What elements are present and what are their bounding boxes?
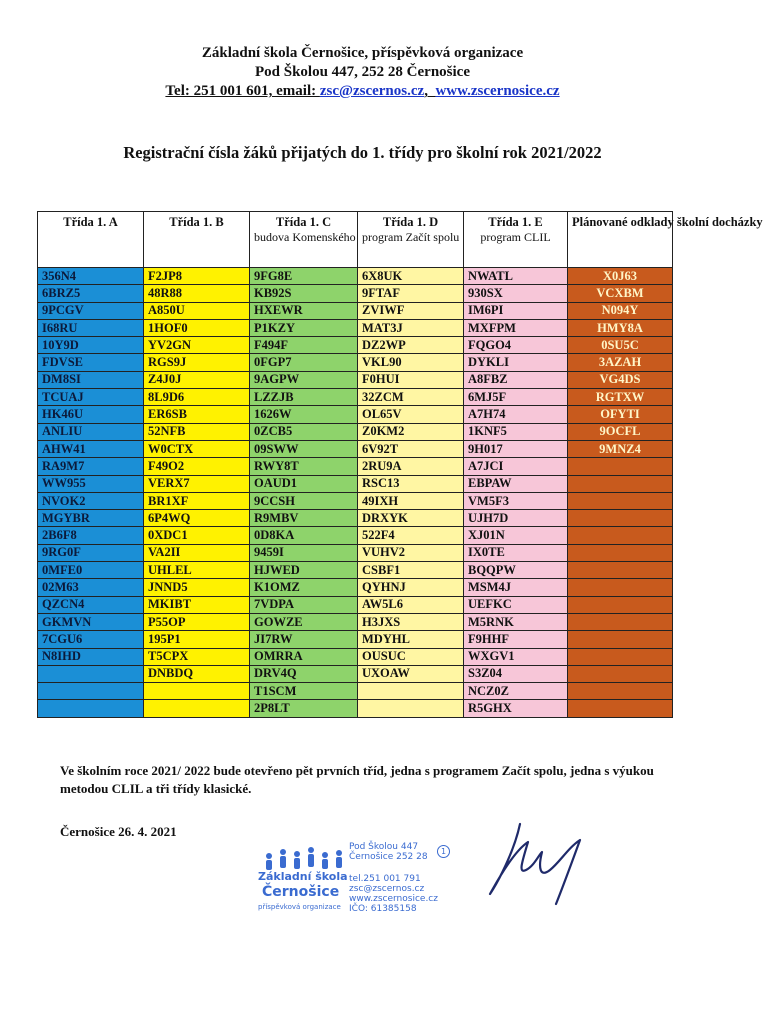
table-cell: I68RU xyxy=(38,319,144,336)
table-cell xyxy=(568,492,673,509)
table-cell xyxy=(568,579,673,596)
table-cell: 2P8LT xyxy=(250,700,358,717)
table-cell: DYKLI xyxy=(464,354,568,371)
table-cell xyxy=(144,683,250,700)
table-cell: A8FBZ xyxy=(464,371,568,388)
table-cell: FQGO4 xyxy=(464,337,568,354)
table-cell: RGTXW xyxy=(568,389,673,406)
table-cell: 1HOF0 xyxy=(144,319,250,336)
table-cell: 522F4 xyxy=(358,527,464,544)
table-row xyxy=(38,510,673,527)
table-row xyxy=(38,683,673,700)
table-cell: 9459I xyxy=(250,544,358,561)
table-cell: A7H74 xyxy=(464,406,568,423)
table-row xyxy=(38,665,673,682)
table-cell xyxy=(144,700,250,717)
column-header-5 xyxy=(464,212,568,268)
table-cell: RSC13 xyxy=(358,475,464,492)
table-row xyxy=(38,527,673,544)
table-cell: 6MJ5F xyxy=(464,389,568,406)
table-cell: 02M63 xyxy=(38,579,144,596)
table-cell xyxy=(38,683,144,700)
table-cell: 7CGU6 xyxy=(38,631,144,648)
table-cell: S3Z04 xyxy=(464,665,568,682)
table-cell: 10Y9D xyxy=(38,337,144,354)
table-cell xyxy=(568,683,673,700)
table-row xyxy=(38,268,673,285)
table-cell: R9MBV xyxy=(250,510,358,527)
table-cell: HK46U xyxy=(38,406,144,423)
letterhead xyxy=(0,44,725,101)
table-cell: 32ZCM xyxy=(358,389,464,406)
table-cell: ER6SB xyxy=(144,406,250,423)
table-cell: 9FG8E xyxy=(250,268,358,285)
table-row xyxy=(38,475,673,492)
table-cell: 356N4 xyxy=(38,268,144,285)
table-cell: JI7RW xyxy=(250,631,358,648)
table-cell: 6BRZ5 xyxy=(38,285,144,302)
table-cell: ZVIWF xyxy=(358,302,464,319)
table-cell: P55OP xyxy=(144,613,250,630)
table-cell: 9H017 xyxy=(464,440,568,457)
contact-prefix: Tel: 251 001 601, email: xyxy=(165,83,320,99)
table-cell: IM6PI xyxy=(464,302,568,319)
table-row xyxy=(38,302,673,319)
table-cell: MKIBT xyxy=(144,596,250,613)
table-cell: UEFKC xyxy=(464,596,568,613)
table-cell: UJH7D xyxy=(464,510,568,527)
table-cell: UHLEL xyxy=(144,562,250,579)
column-header-subtitle: program CLIL xyxy=(480,230,551,244)
table-cell: MDYHL xyxy=(358,631,464,648)
table-cell: RWY8T xyxy=(250,458,358,475)
table-cell: 8L9D6 xyxy=(144,389,250,406)
stamp-ico: IČO: 61385158 xyxy=(349,904,417,914)
column-header-4 xyxy=(358,212,464,268)
document-title: Registrační čísla žáků přijatých do 1. třídy pro školní rok 2021/2022 xyxy=(123,143,602,162)
table-cell: 0SU5C xyxy=(568,337,673,354)
table-cell: JNND5 xyxy=(144,579,250,596)
stamp-tel: tel.251 001 791 xyxy=(349,874,421,884)
table-cell: NVOK2 xyxy=(38,492,144,509)
web-link[interactable]: www.zscernosice.cz xyxy=(435,83,560,99)
table-cell: OUSUC xyxy=(358,648,464,665)
table-cell: MXFPM xyxy=(464,319,568,336)
table-cell: WW955 xyxy=(38,475,144,492)
table-cell: 7VDPA xyxy=(250,596,358,613)
table-cell: P1KZY xyxy=(250,319,358,336)
table-cell: 49IXH xyxy=(358,492,464,509)
table-cell: 9MNZ4 xyxy=(568,440,673,457)
column-header-title: Třída 1. A xyxy=(63,215,118,229)
table-cell: VERX7 xyxy=(144,475,250,492)
table-cell: T1SCM xyxy=(250,683,358,700)
table-row xyxy=(38,354,673,371)
table-cell: 195P1 xyxy=(144,631,250,648)
table-cell: 1KNF5 xyxy=(464,423,568,440)
table-cell: DRXYK xyxy=(358,510,464,527)
table-cell: VCXBM xyxy=(568,285,673,302)
table-row xyxy=(38,700,673,717)
table-cell: AW5L6 xyxy=(358,596,464,613)
table-cell: HXEWR xyxy=(250,302,358,319)
table-cell: A850U xyxy=(144,302,250,319)
table-cell: DRV4Q xyxy=(250,665,358,682)
table-cell: KB92S xyxy=(250,285,358,302)
table-cell: F49O2 xyxy=(144,458,250,475)
table-cell: Z4J0J xyxy=(144,371,250,388)
table-cell: VA2II xyxy=(144,544,250,561)
table-cell: 2RU9A xyxy=(358,458,464,475)
table-row xyxy=(38,631,673,648)
column-header-3 xyxy=(250,212,358,268)
table-cell: 2B6F8 xyxy=(38,527,144,544)
table-cell: 6X8UK xyxy=(358,268,464,285)
table-cell: 0FGP7 xyxy=(250,354,358,371)
table-cell: MGYBR xyxy=(38,510,144,527)
table-cell: N8IHD xyxy=(38,648,144,665)
table-cell: BR1XF xyxy=(144,492,250,509)
table-row xyxy=(38,596,673,613)
column-header-title: Třída 1. D xyxy=(382,215,439,229)
column-header-1 xyxy=(38,212,144,268)
column-header-6 xyxy=(568,212,763,268)
table-cell: QZCN4 xyxy=(38,596,144,613)
school-name: Základní škola Černošice, příspěvková organizace xyxy=(201,45,524,61)
table-cell xyxy=(568,562,673,579)
table-cell: 52NFB xyxy=(144,423,250,440)
table-row xyxy=(38,389,673,406)
table-cell xyxy=(568,510,673,527)
column-header-subtitle: budova Komenského xyxy=(254,230,356,244)
table-cell: LZZJB xyxy=(250,389,358,406)
table-cell: 6V92T xyxy=(358,440,464,457)
table-cell: 9RG0F xyxy=(38,544,144,561)
table-row xyxy=(38,423,673,440)
table-row xyxy=(38,319,673,336)
table-header-row xyxy=(38,212,673,268)
registration-table xyxy=(37,211,763,718)
table-cell: EBPAW xyxy=(464,475,568,492)
table-cell: RA9M7 xyxy=(38,458,144,475)
table-cell: 1626W xyxy=(250,406,358,423)
table-cell: BQQPW xyxy=(464,562,568,579)
table-cell: MSM4J xyxy=(464,579,568,596)
stamp-web: www.zscernosice.cz xyxy=(349,894,438,904)
table-row xyxy=(38,285,673,302)
column-header-title: Třída 1. C xyxy=(275,215,332,229)
table-cell xyxy=(568,665,673,682)
table-cell: VKL90 xyxy=(358,354,464,371)
table-cell: R5GHX xyxy=(464,700,568,717)
table-cell xyxy=(38,700,144,717)
table-row xyxy=(38,337,673,354)
table-row xyxy=(38,613,673,630)
table-cell: OMRRA xyxy=(250,648,358,665)
document-date: Černošice 26. 4. 2021 xyxy=(60,824,177,839)
table-cell: GOWZE xyxy=(250,613,358,630)
table-cell: 3AZAH xyxy=(568,354,673,371)
column-header-title: Plánované odklady školní docházky xyxy=(572,215,763,229)
table-body xyxy=(38,268,673,718)
table-cell: 0ZCB5 xyxy=(250,423,358,440)
table-cell: VM5F3 xyxy=(464,492,568,509)
table-cell: 9OCFL xyxy=(568,423,673,440)
table-cell: 09SWW xyxy=(250,440,358,457)
table-cell xyxy=(568,544,673,561)
table-cell: FDVSE xyxy=(38,354,144,371)
table-cell: DM8SI xyxy=(38,371,144,388)
table-cell: IX0TE xyxy=(464,544,568,561)
table-cell: F0HUI xyxy=(358,371,464,388)
school-address: Pod Školou 447, 252 28 Černošice xyxy=(254,64,470,80)
table-cell: F494F xyxy=(250,337,358,354)
table-cell: 9CCSH xyxy=(250,492,358,509)
column-header-subtitle: program Začít spolu xyxy=(362,230,460,244)
table-cell: HMY8A xyxy=(568,319,673,336)
table-cell: AHW41 xyxy=(38,440,144,457)
table-row xyxy=(38,579,673,596)
table-cell xyxy=(358,700,464,717)
signature xyxy=(468,812,598,912)
table-row xyxy=(38,544,673,561)
table-cell xyxy=(568,596,673,613)
table-cell: 930SX xyxy=(464,285,568,302)
table-row xyxy=(38,371,673,388)
email-link[interactable]: zsc@zscernos.cz xyxy=(319,83,425,99)
table-cell: HJWED xyxy=(250,562,358,579)
table-cell: W0CTX xyxy=(144,440,250,457)
table-cell: VG4DS xyxy=(568,371,673,388)
stamp-number: 1 xyxy=(437,845,450,858)
table-cell xyxy=(568,527,673,544)
column-header-title: Třída 1. E xyxy=(488,215,543,229)
school-contact: Tel: 251 001 601, email: zsc@zscernos.cz, www.zscernosice.cz xyxy=(165,83,560,99)
table-cell xyxy=(568,631,673,648)
table-cell: F2JP8 xyxy=(144,268,250,285)
table-cell: DNBDQ xyxy=(144,665,250,682)
table-cell: ANLIU xyxy=(38,423,144,440)
table-cell: 48R88 xyxy=(144,285,250,302)
stamp-logo-line2: Černošice xyxy=(262,884,340,900)
table-row xyxy=(38,492,673,509)
table-row xyxy=(38,440,673,457)
table-cell: TCUAJ xyxy=(38,389,144,406)
table-row xyxy=(38,648,673,665)
table-cell: 9FTAF xyxy=(358,285,464,302)
table-cell xyxy=(568,613,673,630)
table-cell: RGS9J xyxy=(144,354,250,371)
table-cell: 6P4WQ xyxy=(144,510,250,527)
table-cell xyxy=(568,475,673,492)
column-header-title: Třída 1. B xyxy=(169,215,224,229)
table-cell: X0J63 xyxy=(568,268,673,285)
table-row xyxy=(38,406,673,423)
table-cell: F9HHF xyxy=(464,631,568,648)
table-cell: WXGV1 xyxy=(464,648,568,665)
table-cell: OFYTI xyxy=(568,406,673,423)
table-cell xyxy=(568,700,673,717)
announcement-note: Ve školním roce 2021/ 2022 bude otevřeno pět prvních tříd, jedna s programem Začít spolu, jedna s výukou metodou CLIL a tři třídy klasické. xyxy=(60,763,654,796)
table-cell xyxy=(38,665,144,682)
table-cell: A7JCI xyxy=(464,458,568,475)
table-cell: 9PCGV xyxy=(38,302,144,319)
table-cell: N094Y xyxy=(568,302,673,319)
table-row xyxy=(38,458,673,475)
table-cell: Z0KM2 xyxy=(358,423,464,440)
table-cell xyxy=(358,683,464,700)
stamp-addr1: Pod Školou 447 xyxy=(349,842,419,852)
column-header-2 xyxy=(144,212,250,268)
table-cell: T5CPX xyxy=(144,648,250,665)
table-cell: M5RNK xyxy=(464,613,568,630)
stamp-addr2: Černošice 252 28 xyxy=(349,852,428,862)
table-cell: CSBF1 xyxy=(358,562,464,579)
table-cell: QYHNJ xyxy=(358,579,464,596)
table-cell: 0XDC1 xyxy=(144,527,250,544)
stamp-figures-icon xyxy=(266,847,342,870)
table-cell: 9AGPW xyxy=(250,371,358,388)
table-cell: 0MFE0 xyxy=(38,562,144,579)
table-cell: 0D8KA xyxy=(250,527,358,544)
table-cell: K1OMZ xyxy=(250,579,358,596)
table-cell: VUHV2 xyxy=(358,544,464,561)
table-cell: H3JXS xyxy=(358,613,464,630)
table-cell: NCZ0Z xyxy=(464,683,568,700)
stamp-logo-line3: příspěvková organizace xyxy=(258,903,341,911)
table-cell xyxy=(568,648,673,665)
table-cell: XJ01N xyxy=(464,527,568,544)
table-cell: MAT3J xyxy=(358,319,464,336)
table-cell: GKMVN xyxy=(38,613,144,630)
table-cell: DZ2WP xyxy=(358,337,464,354)
table-cell: YV2GN xyxy=(144,337,250,354)
table-cell: OAUD1 xyxy=(250,475,358,492)
table-cell: OL65V xyxy=(358,406,464,423)
table-row xyxy=(38,562,673,579)
table-cell: NWATL xyxy=(464,268,568,285)
stamp-email: zsc@zscernos.cz xyxy=(349,884,425,894)
table-cell: UXOAW xyxy=(358,665,464,682)
table-cell xyxy=(568,458,673,475)
stamp-logo-line1: Základní škola xyxy=(258,870,348,883)
